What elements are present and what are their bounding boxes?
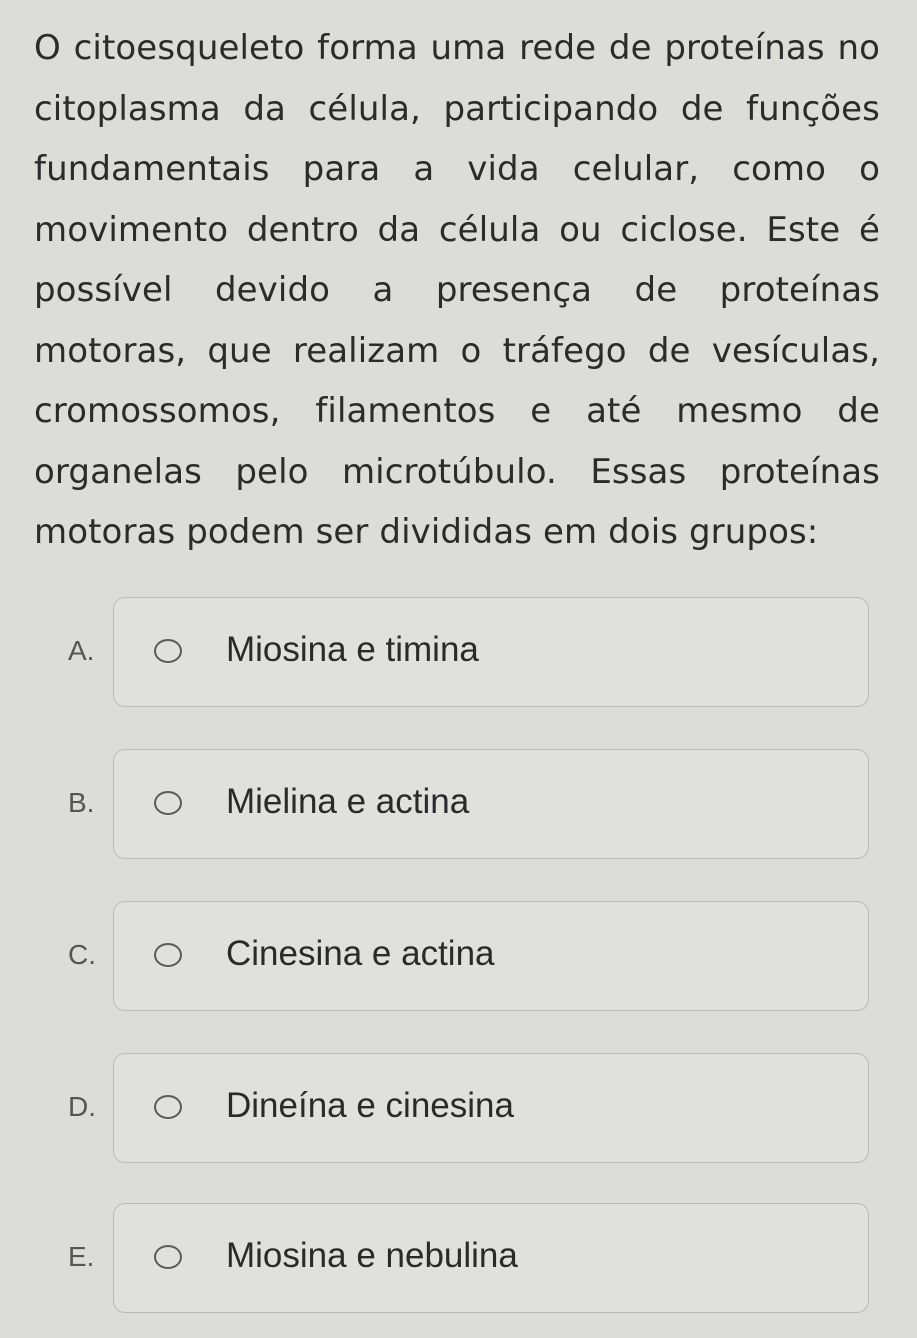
option-label: Dineína e cinesina: [226, 1086, 514, 1125]
option-d[interactable]: [0, 1053, 917, 1165]
radio-icon[interactable]: [154, 943, 182, 967]
option-label: Miosina e nebulina: [226, 1236, 518, 1275]
option-card[interactable]: [113, 1203, 869, 1313]
radio-icon[interactable]: [154, 791, 182, 815]
radio-icon[interactable]: [154, 1095, 182, 1119]
option-card[interactable]: [113, 749, 869, 859]
option-card[interactable]: [113, 901, 869, 1011]
option-label: Cinesina e actina: [226, 934, 495, 973]
option-letter: B.: [68, 787, 95, 818]
option-label: Mielina e actina: [226, 782, 470, 821]
option-a[interactable]: [0, 597, 917, 709]
question-text: O citoesqueleto forma uma rede de proteínas no citoplasma da célula, participando de funções fundamentais para a vida celular, como o movimento dentro da célula ou ciclose. Este é possível devido a presença de proteínas motoras, que realizam o tráfego de vesículas, cromossomos, filamentos e até mesmo de organelas pelo microtúbulo. Essas proteínas motoras podem ser divididas em dois grupos:: [34, 28, 880, 552]
option-b[interactable]: [0, 749, 917, 861]
radio-icon[interactable]: [154, 639, 182, 663]
option-c[interactable]: [0, 901, 917, 1013]
option-card[interactable]: [113, 1053, 869, 1163]
option-label: Miosina e timina: [226, 630, 479, 669]
option-e[interactable]: [0, 1203, 917, 1315]
option-letter: D.: [68, 1091, 96, 1122]
radio-icon[interactable]: [154, 1245, 182, 1269]
option-card[interactable]: [113, 597, 869, 707]
option-letter: E.: [68, 1241, 95, 1272]
option-letter: C.: [68, 939, 96, 970]
option-letter: A.: [68, 635, 95, 666]
